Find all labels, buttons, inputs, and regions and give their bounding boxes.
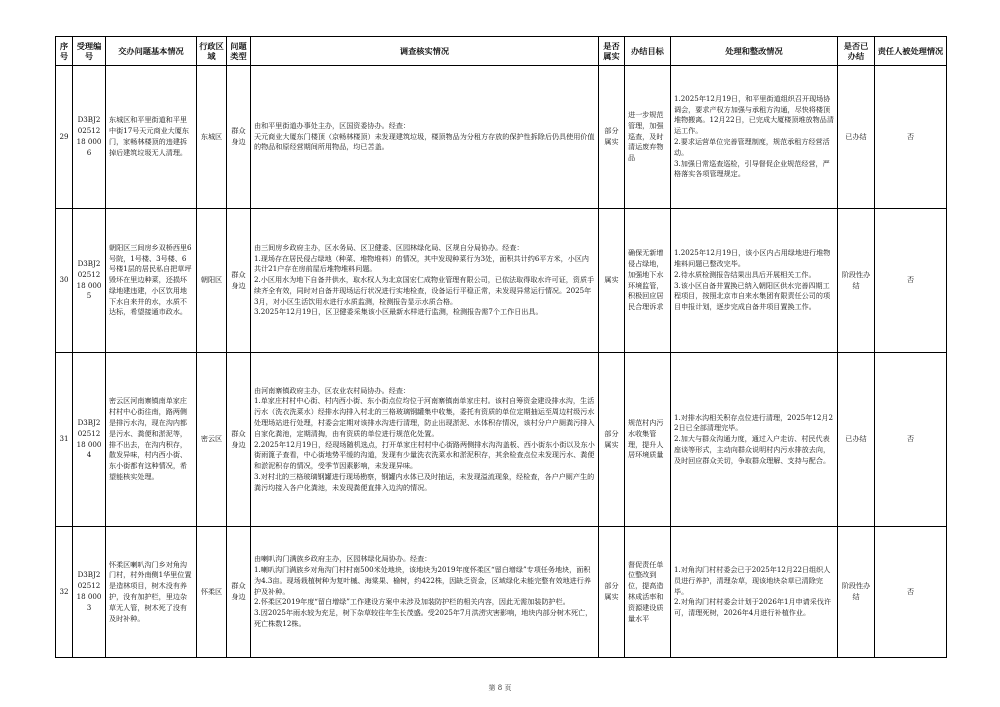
responsible-handled: 否 <box>875 527 947 658</box>
rectification-line: 2.待水质检测报告结果出具后开展相关工作。 <box>674 269 816 279</box>
rectification-line: 3.该小区自备井置换已纳入朝阳区供水完善四期工程项目，按照北京市自来水集团有限责任公司的项目申报计划，逐步完成自备井项目置换工作。 <box>674 280 831 312</box>
investigation <box>251 209 599 353</box>
rectification <box>671 353 838 527</box>
header-cell: 是否已办结 <box>838 37 875 66</box>
header-cell: 责任人被处理情况 <box>875 37 947 66</box>
header-cell: 处理和整改情况 <box>671 37 838 66</box>
problem-description: 朝阳区三间房乡双桥西里6号院，1号楼、3号楼、6号楼1层的居民私自把草坪毁坏在里边种菜，还损坏绿地建违建，小区饮用地下水自来井的水，水质不达标，希望接通市政水。 <box>106 209 197 353</box>
investigation-line: 由三间房乡政府主办，区水务局、区卫健委、区园林绿化局、区规自分局协办。经查： <box>254 242 524 252</box>
responsible-handled: 否 <box>875 209 947 353</box>
investigation-line: 1.喇叭沟门满族乡对角沟门村村南500米处地块，该地块为2019年度怀柔区“留白增绿”专项任务地块，面积为4.3亩。现场栽植树种为复叶槭、海棠果、榆树，约422株，因缺乏资金，区域绿化未能完整有效地进行养护及补种。 <box>254 565 591 596</box>
case-id: D3BJ20251218 0006 <box>73 66 106 209</box>
district: 朝阳区 <box>197 209 227 353</box>
case-id: D3BJ20251218 0005 <box>73 209 106 353</box>
problem-description: 东城区和平里街道和平里中街17号天元商业大厦东门，家畅林楼顶的违建拆掉后建筑垃圾无人清理。 <box>106 66 197 209</box>
header-cell: 问题类型 <box>227 37 251 66</box>
district: 东城区 <box>197 66 227 209</box>
investigation-line: 由河南寨镇政府主办，区农业农村局协办。经查： <box>254 385 411 395</box>
table-row <box>56 209 947 353</box>
investigation-line: 1.现场存在居民侵占绿地（种菜、堆物堆料）的情况，其中发现种菜行为3处，面积共计约6平方米，小区内共计21户存在房前屋后堆物堆料问题。 <box>254 253 590 274</box>
problem-type: 群众身边 <box>227 209 251 353</box>
problem-type: 群众身边 <box>227 527 251 658</box>
completion-status: 已办结 <box>838 353 875 527</box>
rectification-line: 1.2025年12月19日，和平里街道组织召开现场协调会，要求产权方加强与承租方沟通，尽快将楼顶堆物搬离。12月22日，已完成大厦楼顶堆放物品清运工作。 <box>674 93 834 136</box>
responsible-handled: 否 <box>875 353 947 527</box>
responsible-handled: 否 <box>875 66 947 209</box>
completion-status: 阶段性办结 <box>838 527 875 658</box>
truth-status: 属实 <box>599 209 625 353</box>
district: 密云区 <box>197 353 227 527</box>
header-cell: 交办问题基本情况 <box>106 37 197 66</box>
completion-status: 已办结 <box>838 66 875 209</box>
rectification <box>671 209 838 353</box>
rectification-line: 2.加大与群众沟通力度，通过入户走访、村民代表座谈等形式，主动向群众说明村内污水排放去向，及时回应群众关切，争取群众理解、支持与配合。 <box>674 434 831 465</box>
investigation-line: 由和平里街道办事处主办，区国资委协办。经查： <box>254 120 411 130</box>
goal: 进一步规范管理，加强巡查，及时清运废弃物品 <box>625 66 671 209</box>
rectification-line: 1.对排水沟相关积存点位进行清理，2025年12月22日已全部清理完毕。 <box>674 412 833 433</box>
rectification-line: 1.对角沟门村村委会已于2025年12月22日组织人员进行养护，清理杂草，现该地块杂草已清除完毕。 <box>674 565 831 596</box>
truth-status: 部分属实 <box>599 66 625 209</box>
row-number: 31 <box>56 353 73 527</box>
case-id: D3BJ20251218 0003 <box>73 527 106 658</box>
investigation <box>251 353 599 527</box>
table-row <box>56 353 947 527</box>
goal: 确保无新增侵占绿地，加强地下水环境监管，积极回应居民合理诉求 <box>625 209 671 353</box>
investigation-line: 2.小区用水为地下自备井供水，取水权人为北京国宏仁成物业管理有限公司，已依法取得取水许可证，资质手续齐全有效，同时对自备井现场运行状况进行实地检查，设备运行平稳正常，未发现异常运行情况。2025年3月，对小区生活饮用水进行水质监测，检测报告显示水质合格。 <box>254 275 595 306</box>
completion-status: 阶段性办结 <box>838 209 875 353</box>
district: 怀柔区 <box>197 527 227 658</box>
rectification-line: 2.要求运营单位完善管理制度，规范承租方经营活动。 <box>674 137 830 157</box>
row-number: 30 <box>56 209 73 353</box>
problem-description: 怀柔区喇叭沟门乡对角沟门村，村外南侧1华里位置是造林项目，树木没有养护，没有加护栏，里边杂草无人管，树木死了没有及时补种。 <box>106 527 197 658</box>
investigation <box>251 66 599 209</box>
truth-status: 部分属实 <box>599 353 625 527</box>
table-row <box>56 527 947 658</box>
investigation-line: 2.怀柔区2019年度“留白增绿”工作建设方案中未涉及加装防护栏的相关内容，因此无需加装防护栏。 <box>254 597 570 607</box>
header-cell: 行政区域 <box>197 37 227 66</box>
goal: 规范村内污水收集管理，提升人居环境质量 <box>625 353 671 527</box>
problem-type: 群众身边 <box>227 353 251 527</box>
investigation-line: 天元商业大厦东门楼顶（京畅林楼顶）未发现建筑垃圾，楼顶物品为分租方存放的保护性拆除后仍具使用价值的物品和原经营期间所用物品，均已苫盖。 <box>254 131 595 152</box>
rectification <box>671 66 838 209</box>
problem-description: 密云区河南寨镇南单家庄村村中心街往南，路两侧是排污水沟，现在沟内都是污水、粪便和淤泥等，排不出去，在沟内积存，散发异味，村内西小街、东小街都有这种情况，希望能核实处理。 <box>106 353 197 527</box>
investigation-line: 1.单家庄村村中心街、村内西小街、东小街点位均位于河南寨镇南单家庄村。该村自筹资金建设排水沟，生活污水（洗衣洗菜水）经排水沟排入村北的三格玻璃钢罐集中收集，委托有资质的单位定期抽运至周边村级污水处理场站进行处理，村委会定期对该排水沟进行清理，防止出现淤泥、水体积存情况，该村分户户厕粪污排入自家化粪池，定期清掏，由有资质的单位进行规范化处置。 <box>254 396 595 438</box>
case-table <box>55 36 947 658</box>
header-cell: 受理编号 <box>73 37 106 66</box>
truth-status: 部分属实 <box>599 527 625 658</box>
investigation-line: 3.因2025年雨水较为充足，树下杂草较往年生长茂盛。受2025年7月洪涝灾害影响，地块内部分树木死亡，死亡株数12株。 <box>254 608 593 628</box>
problem-type: 群众身边 <box>227 66 251 209</box>
row-number: 29 <box>56 66 73 209</box>
header-row <box>56 37 947 66</box>
header-cell: 序号 <box>56 37 73 66</box>
rectification-line: 2.对角沟门村村委会计划于2026年1月申请采伐许可，清理死树，2026年4月进行补植作业。 <box>674 597 832 618</box>
header-cell: 是否属实 <box>599 37 625 66</box>
header-cell: 调查核实情况 <box>251 37 599 66</box>
rectification <box>671 527 838 658</box>
table-row <box>56 66 947 209</box>
rectification-line: 3.加强日常巡查巡检，引导督促企业规范经营，严格落实各项管理规定。 <box>674 158 830 179</box>
goal: 督促责任单位整改到位，提高造林成活率和资源建设质量水平 <box>625 527 671 658</box>
header-cell: 办结目标 <box>625 37 671 66</box>
row-number: 32 <box>56 527 73 658</box>
investigation-line: 3.2025年12月19日，区卫健委采集该小区最新水样进行监测，检测报告需7个工作日出具。 <box>254 307 543 317</box>
case-id: D3BJ20251218 0004 <box>73 353 106 527</box>
rectification-line: 1.2025年12月19日，该小区内占用绿地进行堆物堆料问题已整改完毕。 <box>674 248 831 268</box>
investigation <box>251 527 599 658</box>
investigation-line: 3.对村北的三格玻璃钢罐进行现场勘察，钢罐内水体已及时抽运，未发现溢流现象，经检查，各户户厕产生的粪污均接入各户化粪池，未发现粪便直排入边沟的情况。 <box>254 471 595 492</box>
investigation-line: 2.2025年12月19日，经现场随机选点，打开单家庄村村中心街路两侧排水沟沟盖板、西小街东小街以及东小街雨篦子查看，中心街地势平缓的沟道，发现有少量洗衣洗菜水和淤泥积存，其余检查点位未发现污水、粪便和淤泥积存的情况，受季节因素影响，未发现异味。 <box>254 439 595 471</box>
investigation-line: 由喇叭沟门满族乡政府主办，区园林绿化局协办。经查： <box>254 554 432 564</box>
page-number: 第 8 页 <box>488 684 512 692</box>
